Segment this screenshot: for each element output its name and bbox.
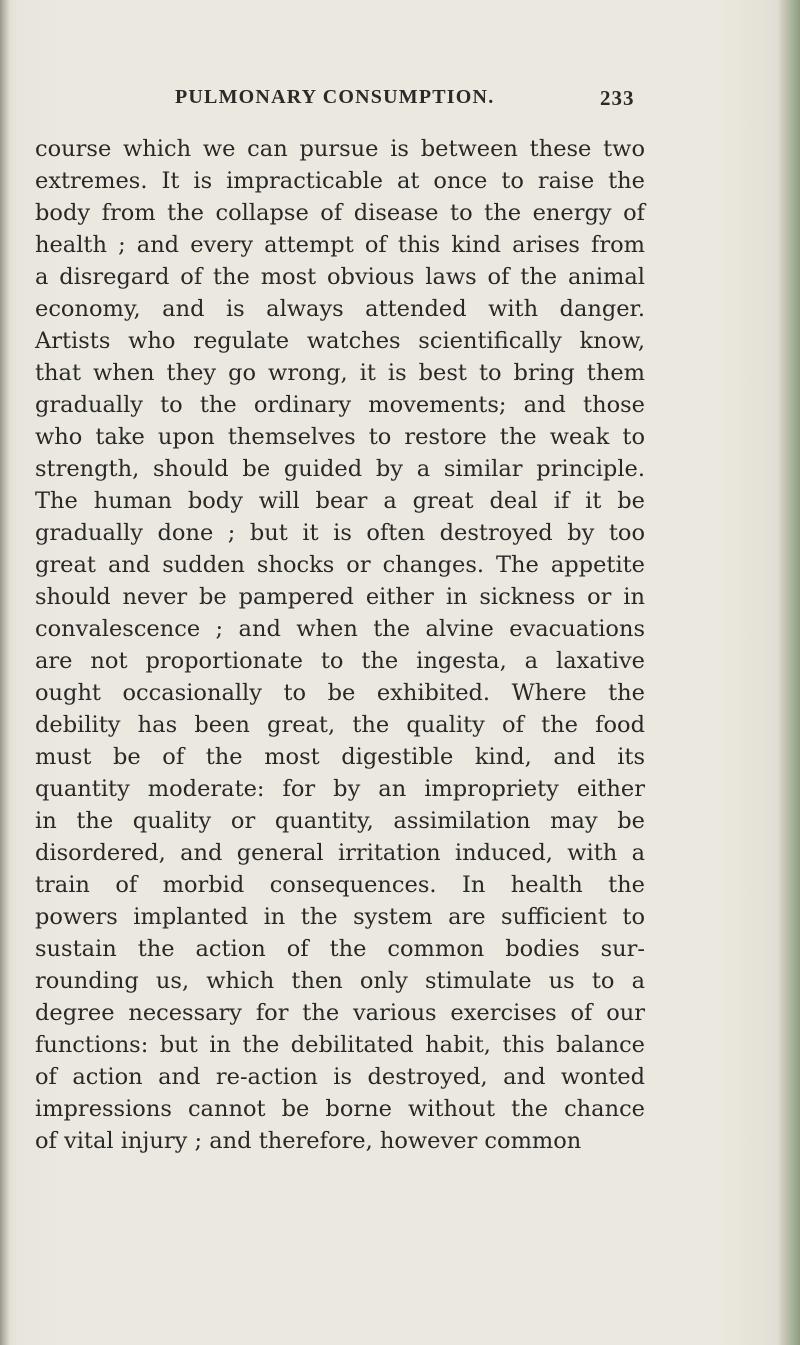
text-line: of action and re-action is destroyed, and wonted <box>35 1064 645 1090</box>
text-line: economy, and is always attended with danger. <box>35 296 645 322</box>
text-line: must be of the most digestible kind, and its <box>35 744 645 770</box>
text-line: body from the collapse of disease to the energy of <box>35 200 645 226</box>
body-text <box>35 133 645 1157</box>
page-number: 233 <box>600 86 635 110</box>
text-line: should never be pampered either in sickness or in <box>35 584 645 610</box>
text-line: are not proportionate to the ingesta, a laxative <box>35 648 645 674</box>
page-left-binding-edge <box>0 0 10 1345</box>
text-line: extremes. It is impracticable at once to raise the <box>35 168 645 194</box>
text-line: gradually done ; but it is often destroyed by too <box>35 520 645 546</box>
text-line: functions: but in the debilitated habit, this balance <box>35 1032 645 1058</box>
text-line: a disregard of the most obvious laws of the animal <box>35 264 645 290</box>
text-line: health ; and every attempt of this kind arises from <box>35 232 645 258</box>
text-line: degree necessary for the various exercises of our <box>35 1000 645 1026</box>
text-line: train of morbid consequences. In health the <box>35 872 645 898</box>
page-right-edge <box>778 0 800 1345</box>
text-line: who take upon themselves to restore the weak to <box>35 424 645 450</box>
text-line: impressions cannot be borne without the chance <box>35 1096 645 1122</box>
text-line: in the quality or quantity, assimilation may be <box>35 808 645 834</box>
text-line: course which we can pursue is between these two <box>35 136 645 162</box>
text-line: convalescence ; and when the alvine evacuations <box>35 616 645 642</box>
text-line: of vital injury ; and therefore, however common <box>35 1128 582 1154</box>
text-line: sustain the action of the common bodies sur- <box>35 936 645 962</box>
text-line: ought occasionally to be exhibited. Where the <box>35 680 645 706</box>
text-line: great and sudden shocks or changes. The appetite <box>35 552 645 578</box>
text-line: Artists who regulate watches scientifically know, <box>35 328 645 354</box>
text-line: that when they go wrong, it is best to bring them <box>35 360 645 386</box>
text-line: rounding us, which then only stimulate us to a <box>35 968 645 994</box>
text-line: quantity moderate: for by an impropriety either <box>35 776 645 802</box>
text-line: disordered, and general irritation induced, with a <box>35 840 645 866</box>
text-line: The human body will bear a great deal if it be <box>35 488 645 514</box>
text-line: powers implanted in the system are sufficient to <box>35 904 645 930</box>
text-line: gradually to the ordinary movements; and those <box>35 392 645 418</box>
text-line: debility has been great, the quality of the food <box>35 712 645 738</box>
text-line: strength, should be guided by a similar principle. <box>35 456 645 482</box>
running-title: PULMONARY CONSUMPTION. <box>175 86 495 108</box>
page-header <box>0 86 800 116</box>
